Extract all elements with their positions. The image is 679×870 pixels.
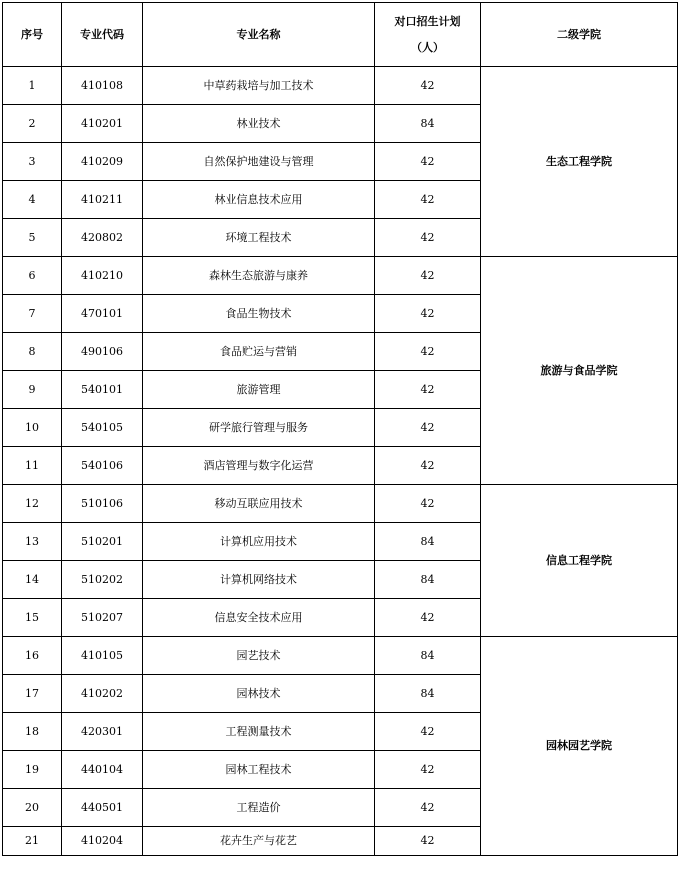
header-plan-line2: （人）	[411, 40, 444, 54]
cell-plan: 42	[375, 181, 481, 219]
cell-code: 410211	[62, 181, 143, 219]
cell-college: 生态工程学院	[481, 67, 678, 257]
table-row	[3, 67, 678, 105]
cell-index: 11	[3, 447, 62, 485]
cell-index: 10	[3, 409, 62, 447]
cell-plan: 42	[375, 67, 481, 105]
cell-plan: 42	[375, 751, 481, 789]
cell-code: 420802	[62, 219, 143, 257]
cell-plan: 42	[375, 789, 481, 827]
cell-name: 旅游管理	[143, 371, 375, 409]
cell-name: 研学旅行管理与服务	[143, 409, 375, 447]
cell-plan: 42	[375, 447, 481, 485]
cell-plan: 42	[375, 713, 481, 751]
cell-code: 410210	[62, 257, 143, 295]
cell-name: 环境工程技术	[143, 219, 375, 257]
table-header	[3, 3, 678, 67]
cell-code: 540101	[62, 371, 143, 409]
header-plan	[375, 3, 481, 67]
cell-code: 490106	[62, 333, 143, 371]
cell-code: 420301	[62, 713, 143, 751]
cell-code: 440104	[62, 751, 143, 789]
header-plan-line1: 对口招生计划	[394, 14, 461, 28]
table-body	[3, 67, 678, 856]
cell-plan: 42	[375, 333, 481, 371]
header-name: 专业名称	[143, 3, 375, 67]
cell-name: 园林技术	[143, 675, 375, 713]
cell-plan: 42	[375, 409, 481, 447]
cell-plan: 84	[375, 675, 481, 713]
cell-code: 510202	[62, 561, 143, 599]
table-row	[3, 637, 678, 675]
cell-name: 林业技术	[143, 105, 375, 143]
cell-code: 510106	[62, 485, 143, 523]
cell-plan: 42	[375, 219, 481, 257]
cell-code: 540106	[62, 447, 143, 485]
cell-plan: 84	[375, 637, 481, 675]
cell-name: 森林生态旅游与康养	[143, 257, 375, 295]
cell-index: 3	[3, 143, 62, 181]
cell-plan: 42	[375, 295, 481, 333]
cell-code: 410204	[62, 827, 143, 856]
cell-code: 410209	[62, 143, 143, 181]
header-college: 二级学院	[481, 3, 678, 67]
cell-index: 19	[3, 751, 62, 789]
cell-code: 540105	[62, 409, 143, 447]
cell-plan: 84	[375, 561, 481, 599]
cell-index: 12	[3, 485, 62, 523]
cell-name: 工程造价	[143, 789, 375, 827]
cell-index: 7	[3, 295, 62, 333]
cell-name: 工程测量技术	[143, 713, 375, 751]
cell-plan: 42	[375, 599, 481, 637]
table-row	[3, 257, 678, 295]
header-row	[3, 3, 678, 67]
cell-index: 20	[3, 789, 62, 827]
cell-plan: 42	[375, 257, 481, 295]
cell-index: 14	[3, 561, 62, 599]
cell-name: 计算机网络技术	[143, 561, 375, 599]
cell-code: 410105	[62, 637, 143, 675]
cell-index: 21	[3, 827, 62, 856]
cell-name: 食品贮运与营销	[143, 333, 375, 371]
cell-plan: 42	[375, 827, 481, 856]
cell-code: 510201	[62, 523, 143, 561]
cell-index: 5	[3, 219, 62, 257]
cell-college: 旅游与食品学院	[481, 257, 678, 485]
cell-plan: 42	[375, 485, 481, 523]
cell-index: 2	[3, 105, 62, 143]
cell-plan: 42	[375, 143, 481, 181]
cell-name: 林业信息技术应用	[143, 181, 375, 219]
cell-index: 17	[3, 675, 62, 713]
cell-index: 1	[3, 67, 62, 105]
cell-index: 15	[3, 599, 62, 637]
cell-name: 园林工程技术	[143, 751, 375, 789]
cell-index: 4	[3, 181, 62, 219]
cell-name: 园艺技术	[143, 637, 375, 675]
header-index: 序号	[3, 3, 62, 67]
cell-code: 410202	[62, 675, 143, 713]
cell-plan: 84	[375, 105, 481, 143]
cell-index: 16	[3, 637, 62, 675]
cell-plan: 42	[375, 371, 481, 409]
cell-college: 园林园艺学院	[481, 637, 678, 856]
cell-name: 自然保护地建设与管理	[143, 143, 375, 181]
cell-college: 信息工程学院	[481, 485, 678, 637]
cell-code: 510207	[62, 599, 143, 637]
cell-index: 18	[3, 713, 62, 751]
header-code: 专业代码	[62, 3, 143, 67]
cell-index: 13	[3, 523, 62, 561]
cell-name: 中草药栽培与加工技术	[143, 67, 375, 105]
cell-name: 移动互联应用技术	[143, 485, 375, 523]
cell-name: 计算机应用技术	[143, 523, 375, 561]
cell-index: 8	[3, 333, 62, 371]
cell-index: 9	[3, 371, 62, 409]
cell-index: 6	[3, 257, 62, 295]
cell-code: 470101	[62, 295, 143, 333]
cell-code: 410108	[62, 67, 143, 105]
table-row	[3, 485, 678, 523]
cell-plan: 84	[375, 523, 481, 561]
enrollment-plan-table	[2, 2, 678, 856]
cell-name: 花卉生产与花艺	[143, 827, 375, 856]
cell-code: 410201	[62, 105, 143, 143]
cell-name: 信息安全技术应用	[143, 599, 375, 637]
cell-code: 440501	[62, 789, 143, 827]
cell-name: 酒店管理与数字化运营	[143, 447, 375, 485]
cell-name: 食品生物技术	[143, 295, 375, 333]
